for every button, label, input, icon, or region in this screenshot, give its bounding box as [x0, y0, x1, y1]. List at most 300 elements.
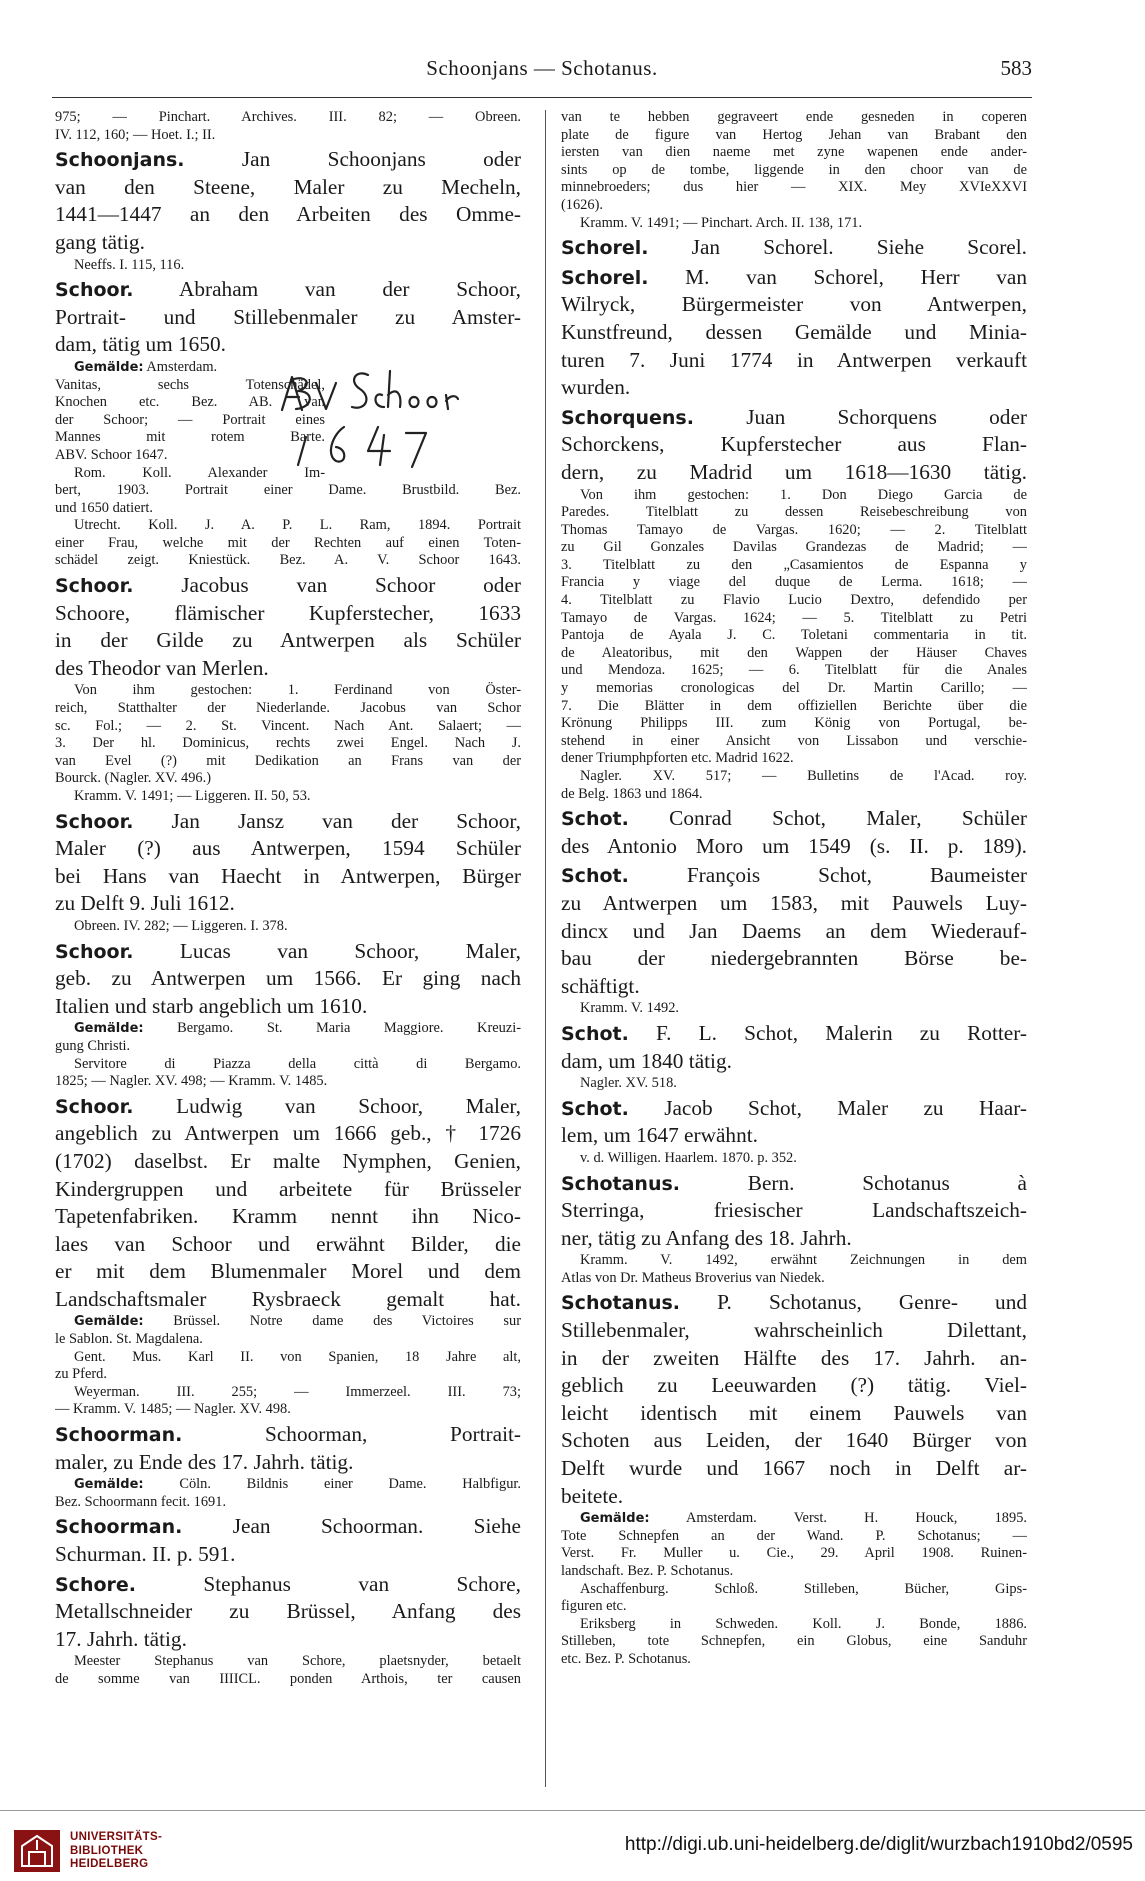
text-line	[55, 1366, 521, 1384]
entry-heading-line	[561, 805, 1027, 833]
line-text: gung Christi.	[55, 1037, 131, 1054]
line-text: bau der niedergebrannten Börse be-	[561, 946, 1027, 971]
text-line	[55, 1258, 521, 1286]
text-line	[55, 835, 521, 863]
text-line	[561, 504, 1027, 522]
text-line	[55, 682, 521, 700]
text-line	[55, 993, 521, 1021]
text-line	[561, 487, 1027, 505]
line-text: gang tätig.	[55, 229, 145, 254]
line-text: Delft wurde und 1667 noch in Delft ar-	[561, 1456, 1027, 1481]
text-line	[55, 201, 521, 229]
section-label: Gemälde:	[74, 1477, 144, 1493]
entry-headword: Schot.	[561, 865, 629, 888]
text-line	[55, 127, 521, 145]
line-text: geb. zu Antwerpen um 1566. Er ging nach	[55, 966, 521, 991]
entry-headword: Schoor.	[55, 810, 134, 833]
text-line	[561, 1150, 1027, 1168]
text-line	[561, 1000, 1027, 1018]
line-text: Kindergruppen und arbeitete für Brüsseler	[55, 1176, 521, 1201]
entry-heading-line	[55, 1421, 521, 1449]
line-text: wurden.	[561, 375, 631, 400]
text-line	[561, 459, 1027, 487]
line-text: dincx und Jan Daems an dem Wiederauf-	[561, 918, 1027, 943]
institution-line: UNIVERSITÄTS-	[70, 1831, 163, 1843]
entry-heading-line	[55, 808, 521, 836]
signature-facsimile	[270, 355, 470, 485]
line-text: dern, zu Madrid um 1618—1630 tätig.	[561, 459, 1027, 484]
line-text: Kramm. V. 1492.	[580, 1000, 680, 1017]
text-line	[561, 179, 1027, 197]
text-line	[561, 733, 1027, 751]
text-line	[55, 1203, 521, 1231]
text-line	[55, 1231, 521, 1259]
line-text: y memorias cronologicas del Dr. Martin Carillo; —	[561, 680, 1027, 697]
section-label: Gemälde:	[74, 1021, 144, 1037]
text-line	[561, 1545, 1027, 1563]
text-line	[55, 1541, 521, 1569]
institution-line: HEIDELBERG	[70, 1858, 149, 1870]
line-text: Kramm. V. 1492, erwähnt Zeichnungen in dem	[580, 1252, 1027, 1269]
line-text: und Mendoza. 1625; — 6. Titelblatt für die Anales	[561, 662, 1027, 679]
text-line	[55, 174, 521, 202]
line-text: Amsterdam.	[143, 358, 218, 375]
line-text: Weyerman. III. 255; — Immerzeel. III. 73;	[74, 1383, 521, 1400]
entry-heading-line	[561, 404, 1027, 432]
entry-headword: Schoorman.	[55, 1516, 183, 1539]
entry-heading-line	[561, 1020, 1027, 1048]
text-line	[55, 1653, 521, 1671]
text-line	[55, 1073, 521, 1091]
line-text: (1702) daselbst. Er malte Nymphen, Genien,	[55, 1148, 521, 1173]
text-line	[561, 215, 1027, 233]
section-label: Gemälde:	[580, 1511, 650, 1527]
text-line	[561, 574, 1027, 592]
line-text: van te hebben gegraveert ende gesneden in coperen	[561, 109, 1027, 125]
text-line	[55, 1038, 521, 1056]
line-text: Jean Schoorman. Siehe	[182, 1514, 521, 1539]
line-text: Nagler. XV. 517; — Bulletins de l'Acad. roy.	[580, 768, 1027, 784]
line-text: Stephanus van Schore,	[136, 1571, 521, 1596]
line-text: de Aleatoribus, mit den Wappen der Häuser Chaves	[561, 644, 1027, 661]
line-text: Portrait- und Stillebenmaler zu Amster-	[55, 304, 521, 329]
text-line	[561, 1075, 1027, 1093]
text-line	[55, 700, 521, 718]
text-line	[561, 592, 1027, 610]
line-text: van den Steene, Maler zu Mecheln,	[55, 174, 521, 199]
line-text: Jan Schoonjans oder	[184, 147, 521, 172]
text-line	[55, 1331, 521, 1349]
line-text: reich, Statthalter der Niederlande. Jacobus van Schor	[55, 700, 521, 717]
text-column-right	[561, 109, 1027, 1789]
line-text: sc. Fol.; — 2. St. Vincent. Nach Ant. Salaert; —	[55, 717, 521, 734]
line-text: — Kramm. V. 1485; — Nagler. XV. 498.	[55, 1401, 291, 1418]
line-text: iersten van dien naeme met zyne wapenen ende ander-	[561, 144, 1027, 161]
line-text: er mit dem Blumenmaler Morel und dem	[55, 1259, 521, 1284]
entry-heading-line	[561, 1095, 1027, 1123]
line-text: 7. Die Blätter in dem offiziellen Berichte über die	[561, 697, 1027, 714]
text-line	[561, 645, 1027, 663]
institution-line: BIBLIOTHEK	[70, 1844, 144, 1857]
text-line	[55, 1449, 521, 1477]
line-text: turen 7. Juni 1774 in Antwerpen verkauft	[561, 347, 1027, 372]
line-text: dam, um 1840 tätig.	[561, 1048, 732, 1073]
line-text: Tamayo de Vargas. 1624; — 5. Titelblatt zu Petri	[561, 609, 1027, 626]
line-text: Metallschneider zu Brüssel, Anfang des	[55, 1599, 521, 1624]
line-text: Jacob Schot, Maler zu Haar-	[628, 1095, 1027, 1120]
text-line	[561, 1510, 1027, 1528]
line-text: Knochen etc. Bez. AB. van	[55, 394, 325, 411]
text-line	[561, 715, 1027, 733]
university-seal-icon	[12, 1828, 62, 1874]
line-text: Bern. Schotanus à	[680, 1170, 1027, 1195]
text-line	[55, 535, 521, 553]
text-line	[561, 127, 1027, 145]
line-text: dener Triumphpforten etc. Madrid 1622.	[561, 750, 794, 767]
line-text: 3. Titelblatt zu den „Casamientos de Espanna y	[561, 556, 1027, 573]
line-text: geblich zu Leeuwarden (?) tätig. Viel-	[561, 1373, 1027, 1398]
line-text: einer Frau, welche mit der Rechten auf einen Toten-	[55, 534, 521, 551]
text-line	[561, 197, 1027, 215]
line-text: Gent. Mus. Karl II. von Spanien, 18 Jahre alt,	[74, 1348, 521, 1365]
entry-headword: Schorel.	[561, 237, 649, 260]
line-text: Eriksberg in Schweden. Koll. J. Bonde, 1886.	[580, 1615, 1027, 1632]
line-text: schäftigt.	[561, 973, 640, 998]
text-line	[561, 1598, 1027, 1616]
text-line	[561, 1616, 1027, 1634]
text-line	[561, 1372, 1027, 1400]
line-text: ABV. Schoor 1647.	[55, 446, 168, 463]
line-text: Brüssel. Notre dame des Victoires sur	[143, 1313, 521, 1330]
text-line	[55, 1476, 521, 1494]
text-line	[561, 698, 1027, 716]
line-text: Atlas von Dr. Matheus Broverius van Niedek.	[561, 1269, 825, 1286]
text-line	[561, 1581, 1027, 1599]
entry-headword: Schoonjans.	[55, 149, 185, 172]
line-text: minnebroeders; dus hier — XIX. Mey XVIeXXVI	[561, 179, 1027, 196]
line-text: (1626).	[561, 196, 603, 213]
entry-heading-line	[561, 1289, 1027, 1317]
line-text: Rom. Koll. Alexander Im-	[74, 464, 325, 481]
line-text: Meester Stephanus van Schore, plaetsnyder, betaelt	[74, 1653, 521, 1670]
text-line	[55, 1401, 521, 1419]
text-line	[561, 1252, 1027, 1270]
line-text: stehend in einer Ansicht von Lissabon und verschie-	[561, 732, 1027, 749]
line-text: Krönung Philipps III. zum König von Portugal, be-	[561, 715, 1027, 732]
text-line	[55, 655, 521, 683]
text-line	[55, 109, 521, 127]
line-text: in der Gilde zu Antwerpen als Schüler	[55, 628, 521, 653]
text-line	[55, 552, 521, 570]
text-line	[55, 229, 521, 257]
line-text: ner, tätig zu Anfang des 18. Jahrh.	[561, 1225, 852, 1250]
text-line	[561, 1563, 1027, 1581]
line-text: Obreen. IV. 282; — Liggeren. I. 378.	[74, 917, 288, 934]
line-text: v. d. Willigen. Haarlem. 1870. p. 352.	[580, 1149, 797, 1166]
line-text: Nagler. XV. 518.	[580, 1075, 677, 1092]
line-text: dam, tätig um 1650.	[55, 332, 226, 357]
text-line	[561, 1122, 1027, 1150]
line-text: Italien und starb angeblich um 1610.	[55, 993, 368, 1018]
line-text: de somme van IIIICL. ponden Arthois, ter causen	[55, 1670, 521, 1687]
line-text: Schorckens, Kupferstecher aus Flan-	[561, 432, 1027, 457]
line-text: der Schoor; — Portrait eines	[55, 411, 325, 428]
text-line	[55, 1349, 521, 1367]
line-text: Kramm. V. 1491; — Pinchart. Arch. II. 138, 171.	[580, 214, 863, 231]
text-line	[561, 680, 1027, 698]
line-text: Abraham van der Schoor,	[133, 277, 521, 302]
line-text: Kunstfreund, dessen Gemälde und Minia-	[561, 319, 1027, 344]
entry-heading-line	[55, 146, 521, 174]
line-text: Bergamo. St. Maria Maggiore. Kreuzi-	[143, 1020, 521, 1037]
line-text: zu Gil Gonzales Davilas Grandezas de Madrid; —	[561, 539, 1027, 556]
line-text: des Theodor van Merlen.	[55, 655, 269, 680]
line-text: Schoorman, Portrait-	[182, 1422, 521, 1447]
text-line	[561, 522, 1027, 540]
line-text: Lucas van Schoor, Maler,	[133, 938, 521, 963]
line-text: Amsterdam. Verst. H. Houck, 1895.	[649, 1510, 1027, 1527]
text-line	[561, 627, 1027, 645]
line-text: etc. Bez. P. Schotanus.	[561, 1650, 691, 1667]
line-text: Neeffs. I. 115, 116.	[74, 256, 185, 273]
text-line	[55, 1020, 521, 1038]
line-text: Wilryck, Bürgermeister von Antwerpen,	[561, 292, 1027, 317]
text-line	[561, 662, 1027, 680]
entry-headword: Schore.	[55, 1573, 137, 1596]
entry-heading-line	[55, 1571, 521, 1599]
line-text: Francia y viage del duque de Lerma. 1618; —	[561, 574, 1027, 591]
text-line	[561, 291, 1027, 319]
entry-headword: Schotanus.	[561, 1172, 681, 1195]
text-line	[561, 750, 1027, 768]
text-line	[561, 1270, 1027, 1288]
text-line	[561, 1427, 1027, 1455]
text-line	[561, 1455, 1027, 1483]
text-line	[561, 431, 1027, 459]
entry-headword: Schotanus.	[561, 1292, 681, 1315]
institution-name	[70, 1831, 162, 1872]
section-label: Gemälde:	[74, 359, 144, 375]
line-text: des Antonio Moro um 1549 (s. II. p. 189).	[561, 833, 1027, 858]
line-text: sints op de tombe, liggende in den choor van de	[561, 161, 1027, 178]
line-text: Sterringa, friesischer Landschaftszeich-	[561, 1198, 1027, 1223]
line-text: de Belg. 1863 und 1864.	[561, 785, 703, 802]
line-text: le Sablon. St. Magdalena.	[55, 1331, 203, 1348]
line-text: Ludwig van Schoor, Maler,	[133, 1093, 521, 1118]
entry-heading-line	[55, 938, 521, 966]
text-line	[561, 319, 1027, 347]
line-text: 1441—1447 an den Arbeiten des Omme-	[55, 202, 521, 227]
line-text: 3. Der hl. Dominicus, rechts zwei Engel. Nach J.	[55, 735, 521, 752]
line-text: Maler (?) aus Antwerpen, 1594 Schüler	[55, 836, 521, 861]
text-line	[55, 1313, 521, 1331]
entry-headword: Schorquens.	[561, 406, 694, 429]
line-text: Stillebenmaler, wahrscheinlich Dilettant,	[561, 1318, 1027, 1343]
entry-heading-line	[55, 572, 521, 600]
entry-headword: Schoor.	[55, 279, 134, 302]
line-text: Kramm. V. 1491; — Liggeren. II. 50, 53.	[74, 788, 311, 804]
text-line	[561, 1633, 1027, 1651]
line-text: Thomas Tamayo de Vargas. 1620; — 2. Titelblatt	[561, 521, 1027, 538]
line-text: Stilleben, tote Schnepfen, ein Globus, eine Sanduhr	[561, 1633, 1027, 1650]
text-line	[55, 890, 521, 918]
line-text: Tapetenfabriken. Kramm nennt ihn Nico-	[55, 1204, 521, 1229]
text-line	[55, 753, 521, 771]
text-line	[561, 557, 1027, 575]
text-line	[561, 162, 1027, 180]
line-text: P. Schotanus, Genre- und	[680, 1290, 1027, 1315]
entry-headword: Schot.	[561, 1022, 629, 1045]
line-text: Bourck. (Nagler. XV. 496.)	[55, 770, 212, 787]
footer-rule	[0, 1810, 1145, 1811]
line-text: Vanitas, sechs Totenschädel,	[55, 376, 325, 393]
entry-heading-line	[55, 276, 521, 304]
text-line	[561, 1483, 1027, 1511]
line-text: 975; — Pinchart. Archives. III. 82; — Obreen.	[55, 109, 521, 125]
line-text: bert, 1903. Portrait einer Dame. Brustbild. Bez.	[55, 482, 521, 499]
line-text: F. L. Schot, Malerin zu Rotter-	[628, 1020, 1027, 1045]
text-line	[561, 1528, 1027, 1546]
text-line	[561, 610, 1027, 628]
line-text: Jan Schorel. Siehe Scorel.	[648, 235, 1027, 260]
text-line	[561, 786, 1027, 804]
page-footer	[0, 1810, 1145, 1881]
source-url-link[interactable]: http://digi.ub.uni-heidelberg.de/diglit/wurzbach1910bd2/0595	[624, 1834, 1133, 1855]
text-line	[561, 1651, 1027, 1669]
text-line	[55, 1671, 521, 1689]
text-line	[55, 1056, 521, 1074]
line-text: Von ihm gestochen: 1. Don Diego Garcia de	[580, 486, 1027, 503]
header-rule	[52, 97, 1032, 98]
line-text: zu Antwerpen um 1583, mit Pauwels Luy-	[561, 890, 1027, 915]
line-text: plate de figure van Hertog Jehan van Brabant den	[561, 126, 1027, 143]
text-line	[561, 1225, 1027, 1253]
text-line	[55, 1598, 521, 1626]
line-text: maler, zu Ende des 17. Jahrh. tätig.	[55, 1449, 354, 1474]
line-text: Paredes. Titelblatt zu dessen Reisebeschreibung von	[561, 504, 1027, 521]
text-line	[55, 1384, 521, 1402]
text-line	[55, 1148, 521, 1176]
line-text: IV. 112, 160; — Hoet. I.; II.	[55, 126, 216, 143]
text-line	[561, 833, 1027, 861]
text-line	[55, 918, 521, 936]
text-line	[55, 600, 521, 628]
line-text: schädel zeigt. Kniestück. Bez. A. V. Schoor 1643.	[55, 552, 521, 569]
text-line	[55, 1120, 521, 1148]
line-text: François Schot, Baumeister	[628, 863, 1027, 888]
text-line	[55, 1494, 521, 1512]
line-text: Aschaffenburg. Schloß. Stilleben, Bücher, Gips-	[580, 1580, 1027, 1597]
text-line	[561, 1197, 1027, 1225]
text-line	[55, 965, 521, 993]
running-title: Schoonjans — Schotanus.	[426, 56, 658, 80]
line-text: Von ihm gestochen: 1. Ferdinand von Öster-	[74, 682, 521, 699]
line-text: in der zweiten Hälfte des 17. Jahrh. an-	[561, 1345, 1027, 1370]
entry-heading-line	[561, 234, 1027, 262]
column-divider	[545, 110, 546, 1787]
entry-heading-line	[561, 862, 1027, 890]
line-text: beitete.	[561, 1483, 624, 1508]
entry-headword: Schorel.	[561, 266, 649, 289]
text-line	[55, 500, 521, 518]
line-text: figuren etc.	[561, 1598, 627, 1615]
line-text: leicht identisch mit einem Pauwels van	[561, 1400, 1027, 1425]
line-text: 4. Titelblatt zu Flavio Lucio Dextro, defendido per	[561, 592, 1027, 609]
line-text: van Evel (?) mit Dedikation an Frans van der	[55, 752, 521, 769]
text-line	[561, 109, 1027, 127]
line-text: Bez. Schoormann fecit. 1691.	[55, 1493, 227, 1510]
entry-headword: Schot.	[561, 808, 629, 831]
line-text: 17. Jahrh. tätig.	[55, 1626, 187, 1651]
text-line	[561, 1400, 1027, 1428]
text-line	[55, 718, 521, 736]
line-text: Schoten aus Leiden, der 1640 Bürger von	[561, 1428, 1027, 1453]
line-text: Conrad Schot, Maler, Schüler	[628, 806, 1027, 831]
line-text: Mannes mit rotem Barte.	[55, 429, 325, 446]
text-line	[55, 735, 521, 753]
text-line	[55, 304, 521, 332]
line-text: laes van Schoor und erwähnt Bilder, die	[55, 1231, 521, 1256]
entry-headword: Schoor.	[55, 940, 134, 963]
entry-heading-line	[55, 1093, 521, 1121]
signature-monogram-icon	[270, 355, 470, 485]
line-text: angeblich zu Antwerpen um 1666 geb., † 1726	[55, 1121, 521, 1146]
text-line	[561, 1048, 1027, 1076]
line-text: Verst. Fr. Muller u. Cie., 29. April 1908. Ruinen-	[561, 1545, 1027, 1562]
text-line	[55, 1626, 521, 1654]
line-text: Juan Schorquens oder	[693, 404, 1027, 429]
text-line	[55, 517, 521, 535]
line-text: landschaft. Bez. P. Schotanus.	[561, 1563, 734, 1579]
text-line	[561, 945, 1027, 973]
text-line	[561, 347, 1027, 375]
line-text: Jacobus van Schoor oder	[133, 573, 521, 598]
text-line	[561, 539, 1027, 557]
line-text: M. van Schorel, Herr van	[648, 264, 1027, 289]
text-line	[561, 973, 1027, 1001]
text-line	[55, 627, 521, 655]
text-line	[561, 918, 1027, 946]
line-text: Tote Schnepfen an der Wand. P. Schotanus; —	[561, 1527, 1027, 1544]
section-label: Gemälde:	[74, 1314, 144, 1330]
line-text: Schurman. II. p. 591.	[55, 1542, 236, 1566]
line-text: 1825; — Nagler. XV. 498; — Kramm. V. 1485.	[55, 1073, 328, 1090]
line-text: Jan Jansz van der Schoor,	[133, 808, 521, 833]
line-text: lem, um 1647 erwähnt.	[561, 1123, 758, 1148]
line-text: Pantoja de Ayala J. C. Toletani commentaria in tit.	[561, 627, 1027, 644]
running-header	[52, 52, 1032, 86]
entry-heading-line	[561, 264, 1027, 292]
line-text: Servitore di Piazza della città di Bergamo.	[74, 1055, 521, 1072]
text-line	[561, 374, 1027, 402]
entry-heading-line	[55, 1513, 521, 1541]
line-text: Utrecht. Koll. J. A. P. L. Ram, 1894. Portrait	[74, 517, 521, 534]
text-line	[561, 890, 1027, 918]
entry-headword: Schoor.	[55, 1095, 134, 1118]
line-text: zu Delft 9. Juli 1612.	[55, 891, 235, 916]
text-line	[561, 144, 1027, 162]
page-number: 583	[1000, 56, 1032, 80]
line-text: zu Pferd.	[55, 1366, 107, 1383]
text-line	[55, 863, 521, 891]
text-line	[561, 768, 1027, 786]
text-line	[55, 257, 521, 275]
text-line	[561, 1345, 1027, 1373]
entry-headword: Schot.	[561, 1097, 629, 1120]
line-text: Landschaftsmaler Rysbraeck gemalt hat.	[55, 1286, 521, 1311]
line-text: Cöln. Bildnis einer Dame. Halbfigur.	[143, 1476, 521, 1493]
text-line	[55, 788, 521, 806]
